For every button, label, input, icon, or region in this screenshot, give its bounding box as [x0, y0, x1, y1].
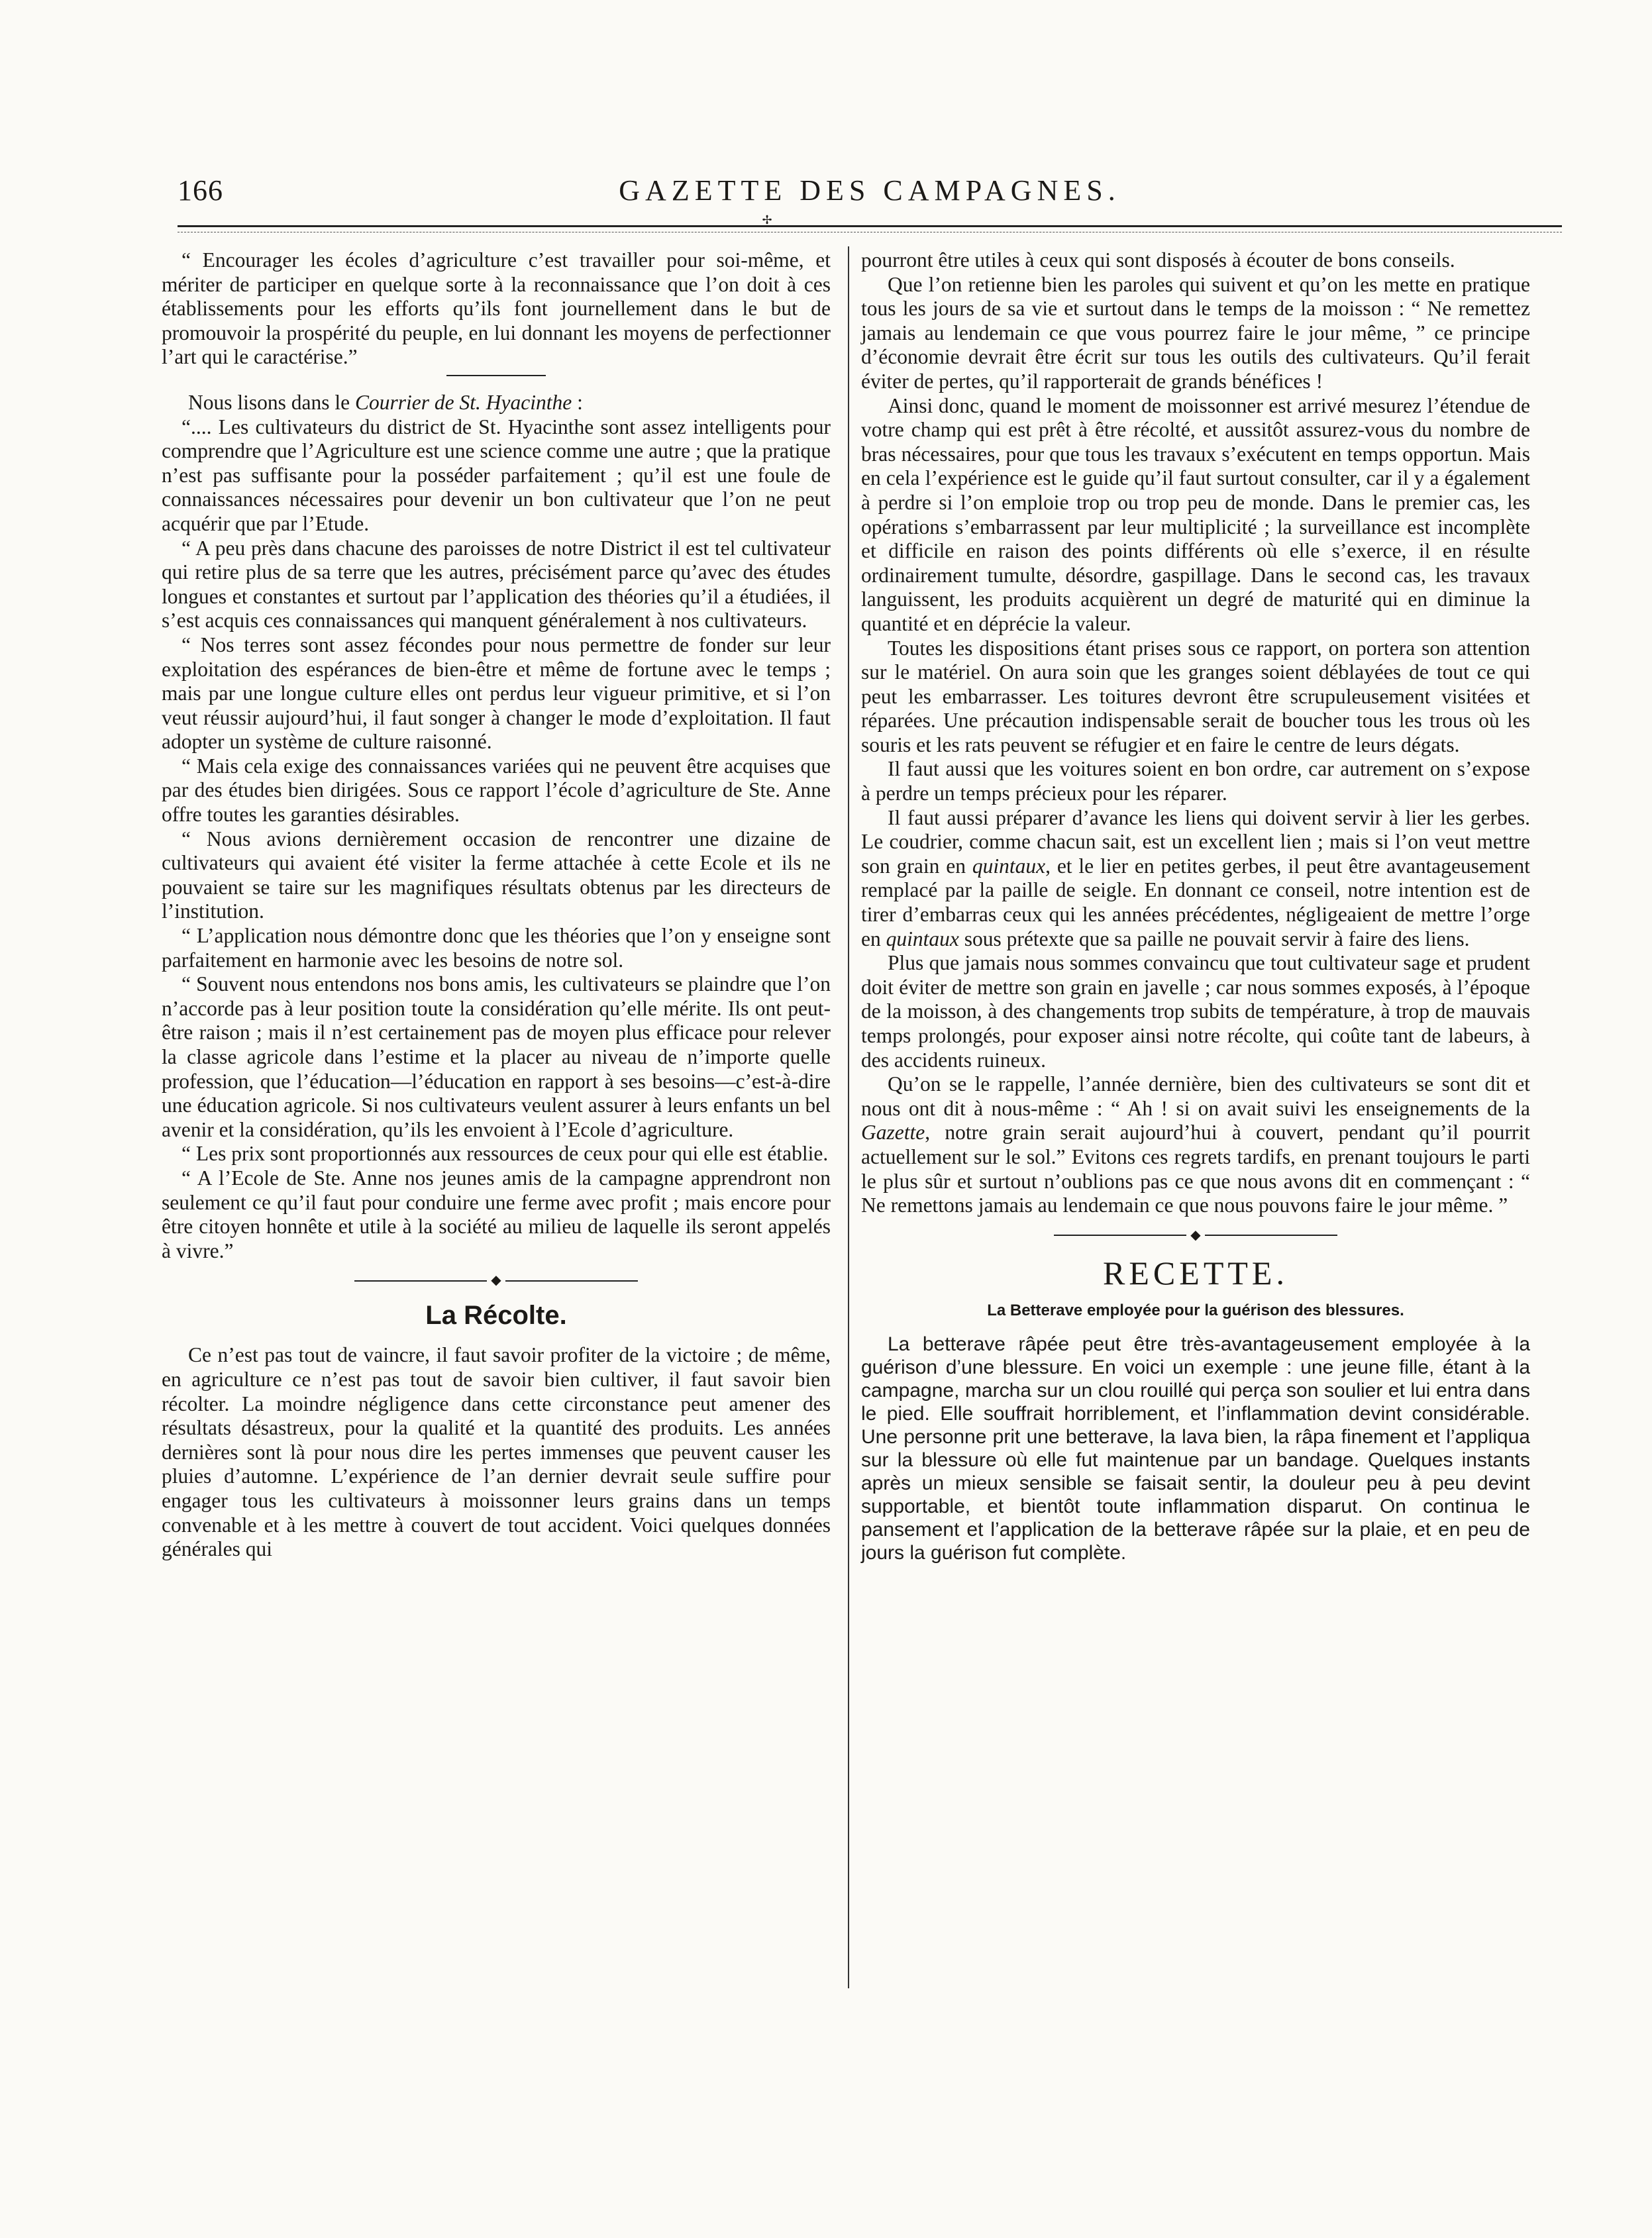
masthead-title: GAZETTE DES CAMPAGNES.	[619, 174, 1121, 207]
paragraph: “ Encourager les écoles d’agriculture c’est travailler pour soi-même, et mériter de participer en quelque sorte à la reconnaissance que l’on doit à ces établissements pour les efforts qu’ils font journellement dans le but de promouvoir la prospérité du peuple, en lui donnant les moyens de perfectionner l’art qui le caractérise.”	[162, 248, 831, 369]
page-header	[178, 174, 1562, 213]
article-paragraph: Ainsi donc, quand le moment de moissonner est arrivé mesurez l’étendue de votre champ qui est prêt à être récolté, et aussitôt assurez-vous du nombre de bras nécessaires, pour que tous les travaux s’exécutent en temps opportun. Mais en cela l’expérience est le guide qu’il faut surtout consulter, car il y a également à perdre si l’on emploie trop ou trop peu de monde. Dans le premier cas, les opérations s’embarrassent par leur multiplicité ; la surveillance est incomplète et difficile en raison des points différents où elle s’exerce, il en résulte ordinairement tumulte, désordre, gaspillage. Dans le second cas, les travaux languissent, les produits acquièrent un degré de maturité qui en diminue la quantité et en déprécie la valeur.	[861, 393, 1530, 635]
quote-paragraph: “ A peu près dans chacune des paroisses de notre District il est tel cultivateur qui retire plus de sa terre que les autres, précisément parce qu’avec des études longues et constantes et surtout par l’application des théories qu’il a étudiées, il s’est acquis ces connaissances qui manquent généralement à nos cultivateurs.	[162, 536, 831, 633]
quote-paragraph: “.... Les cultivateurs du district de St. Hyacinthe sont assez intelligents pour comprendre que l’Agriculture est une science comme une autre ; que la pratique n’est pas suffisante pour la posséder parfaitement ; qu’il est une foule de connaissances nécessaires pour devenir un bon cultivateur que l’on ne peut acquérir que par l’Etude.	[162, 415, 831, 535]
italic-term: quintaux	[972, 854, 1046, 878]
article-paragraph: Ce n’est pas tout de vaincre, il faut savoir profiter de la victoire ; de même, en agriculture ce n’est pas tout de savoir bien cultiver, il faut savoir bien récolter. La moindre négligence dans cette circonstance peut amener des résultats désastreux, pour la qualité et la quantité des produits. Les années dernières sont là pour nous dire les pertes immenses que peuvent causer les pluies d’automne. L’expérience de l’an dernier devrait seule suffire pour engager tous les cultivateurs à moissonner leurs grains dans un temps convenable et à les mettre à couvert de tout accident. Voici quelques données générales qui	[162, 1343, 831, 1561]
ornamental-separator: ◆	[861, 1225, 1530, 1245]
text-run: , notre grain serait aujourd’hui à couvert, pendant qu’il pourrit actuellement sur le sol.” Evitons ces regrets tardifs, en prenant toujours le parti le plus sûr et surtout n’oublions pas ce que nous avons dit en commençant : “ Ne remettons jamais au lendemain ce que nous pouvons faire le jour même. ”	[861, 1121, 1530, 1217]
italic-term: quintaux	[886, 927, 959, 950]
recette-title: RECETTE.	[1103, 1254, 1288, 1292]
ornamental-separator: ◆	[162, 1270, 831, 1290]
article-paragraph: Plus que jamais nous sommes convaincu que tout cultivateur sage et prudent doit éviter de mettre son grain en javelle ; car nous sommes exposés, à l’époque de la moisson, à des changements trop subits de température, à trop de mauvais temps prolongés, pour exposer ainsi notre récolte, qui coûte tant de labeurs, à des accidents ruineux.	[861, 951, 1530, 1072]
header-ornament: ✢	[762, 213, 772, 227]
header-rule	[178, 225, 1562, 227]
quote-paragraph: “ Mais cela exige des connaissances variées qui ne peuvent être acquises que par des études bien dirigées. Sous ce rapport l’école d’agriculture de Ste. Anne offre toutes les garanties désirables.	[162, 754, 831, 827]
article-paragraph: Que l’on retienne bien les paroles qui suivent et qu’on les mette en pratique tous les jours de sa vie et surtout dans le temps de la moisson : “ Ne remettez jamais au lendemain ce que vous pourrez faire le jour même, ” ce principe d’économie devrait être écrit sur tous les outils des cultivateurs. Qu’il ferait éviter de pertes, qu’il rapporterait de grands bénéfices !	[861, 272, 1530, 393]
text-run: Il faut aussi préparer d’avance les liens qui doivent servir à lier les gerbes. Le coudrier, comme chacun sait, est un excellent lien ; mais si l’on veut mettre son grain en	[861, 805, 1530, 878]
right-column	[861, 248, 1530, 1564]
article-paragraph: pourront être utiles à ceux qui sont disposés à écouter de bons conseils.	[861, 248, 1455, 272]
quote-paragraph: “ Nous avions dernièrement occasion de rencontrer une dizaine de cultivateurs qui avaient été visiter la ferme attachée à cette Ecole et ils ne pouvaient se taire sur les magnifiques résultats obtenus par les directeurs de l’institution.	[162, 827, 831, 923]
source-intro	[162, 391, 831, 415]
quote-paragraph: “ Les prix sont proportionnés aux ressources de ceux pour qui elle est établie.	[181, 1142, 829, 1166]
italic-term: Gazette	[861, 1121, 925, 1144]
quote-paragraph: “ L’application nous démontre donc que les théories que l’on y enseigne sont parfaitement en harmonie avec les besoins de notre sol.	[162, 924, 831, 972]
recette-subtitle: La Betterave employée pour la guérison des blessures.	[987, 1301, 1404, 1319]
intro-colon: :	[572, 390, 583, 414]
article-paragraph	[861, 1072, 1530, 1218]
left-column	[162, 248, 831, 1562]
quote-paragraph: “ Souvent nous entendons nos bons amis, les cultivateurs se plaindre que l’on n’accorde pas à leur position toute la considération qu’elle mérite. Ils ont peut-être raison ; mais il n’est certainement pas de moyen plus efficace pour relever la classe agricole dans l’estime et la placer au niveau de n’importe quelle profession, que l’éducation—l’éducation en rapport à ses besoins—c’est-à-dire une éducation agricole. Si nos cultivateurs veulent assurer à leurs enfants un bel avenir et la considération, qu’ils les envoient à l’Ecole d’agriculture.	[162, 972, 831, 1141]
text-run: Qu’on se le rappelle, l’année dernière, bien des cultivateurs se sont dit et nous ont dit à nous-même : “ Ah ! si on avait suivi les enseignements de la	[861, 1072, 1530, 1120]
intro-text: Nous lisons dans le	[188, 390, 355, 414]
text-run: sous prétexte que sa paille ne pouvait servir à faire des liens.	[958, 927, 1470, 950]
section-title: La Récolte.	[425, 1301, 567, 1331]
text-run: , et le lier en petites gerbes, il peut être avantageusement remplacé par la paille de seigle. En donnant ce conseil, notre intention est de tirer d’embarras ceux qui les années précédentes, négligeaient de mettre l’orge en	[861, 854, 1530, 950]
page-number: 166	[178, 174, 223, 207]
column-divider	[848, 246, 849, 1988]
separator-rule	[446, 375, 546, 376]
article-paragraph: Toutes les dispositions étant prises sous ce rapport, on portera son attention sur le matériel. On aura soin que les granges soient déblayées de tout ce qui peut les embarrasser. Les toitures devront être scrupuleusement visitées et réparées. Une précaution indispensable serait de boucher tous les trous où les souris et les rats peuvent se réfugier et en faire le centre de leurs dégats.	[861, 636, 1530, 756]
source-name: Courrier de St. Hyacinthe	[355, 390, 572, 414]
article-paragraph	[861, 806, 1530, 952]
article-paragraph: Il faut aussi que les voitures soient en bon ordre, car autrement on s’expose à perdre un temps précieux pour les réparer.	[861, 757, 1530, 805]
quote-paragraph: “ Nos terres sont assez fécondes pour nous permettre de fonder sur leur exploitation des espérances de bien-être et même de fortune avec le temps ; mais par une longue culture elles ont perdus leur vigueur primitive, et si l’on veut réussir aujourd’hui, il faut songer à changer le mode d’exploitation. Il faut adopter un système de culture raisonné.	[162, 633, 831, 754]
quote-paragraph: “ A l’Ecole de Ste. Anne nos jeunes amis de la campagne apprendront non seulement ce qu’il faut pour conduire une ferme avec profit ; mais encore pour être citoyen honnête et utile à la société au milieu de laquelle ils seront appelés à vivre.”	[162, 1166, 831, 1262]
recette-paragraph: La betterave râpée peut être très-avantageusement employée à la guérison d’une blessure. En voici un exemple : une jeune fille, étant à la campagne, marcha sur un clou rouillé qui perça son soulier et lui entra dans le pied. Elle souffrait horriblement, et l’inflammation devint considérable. Une personne prit une betterave, la lava bien, la râpa finement et l’appliqua sur la blessure où elle fut maintenue par un bandage. Quelques instants après un mieux sensible se faisait sentir, la douleur peu à peu devint supportable, et bientôt toute inflammation disparut. On continua le pansement et l’application de la betterave râpée sur la plaie, et en peu de jours la guérison fut complète.	[861, 1333, 1530, 1564]
